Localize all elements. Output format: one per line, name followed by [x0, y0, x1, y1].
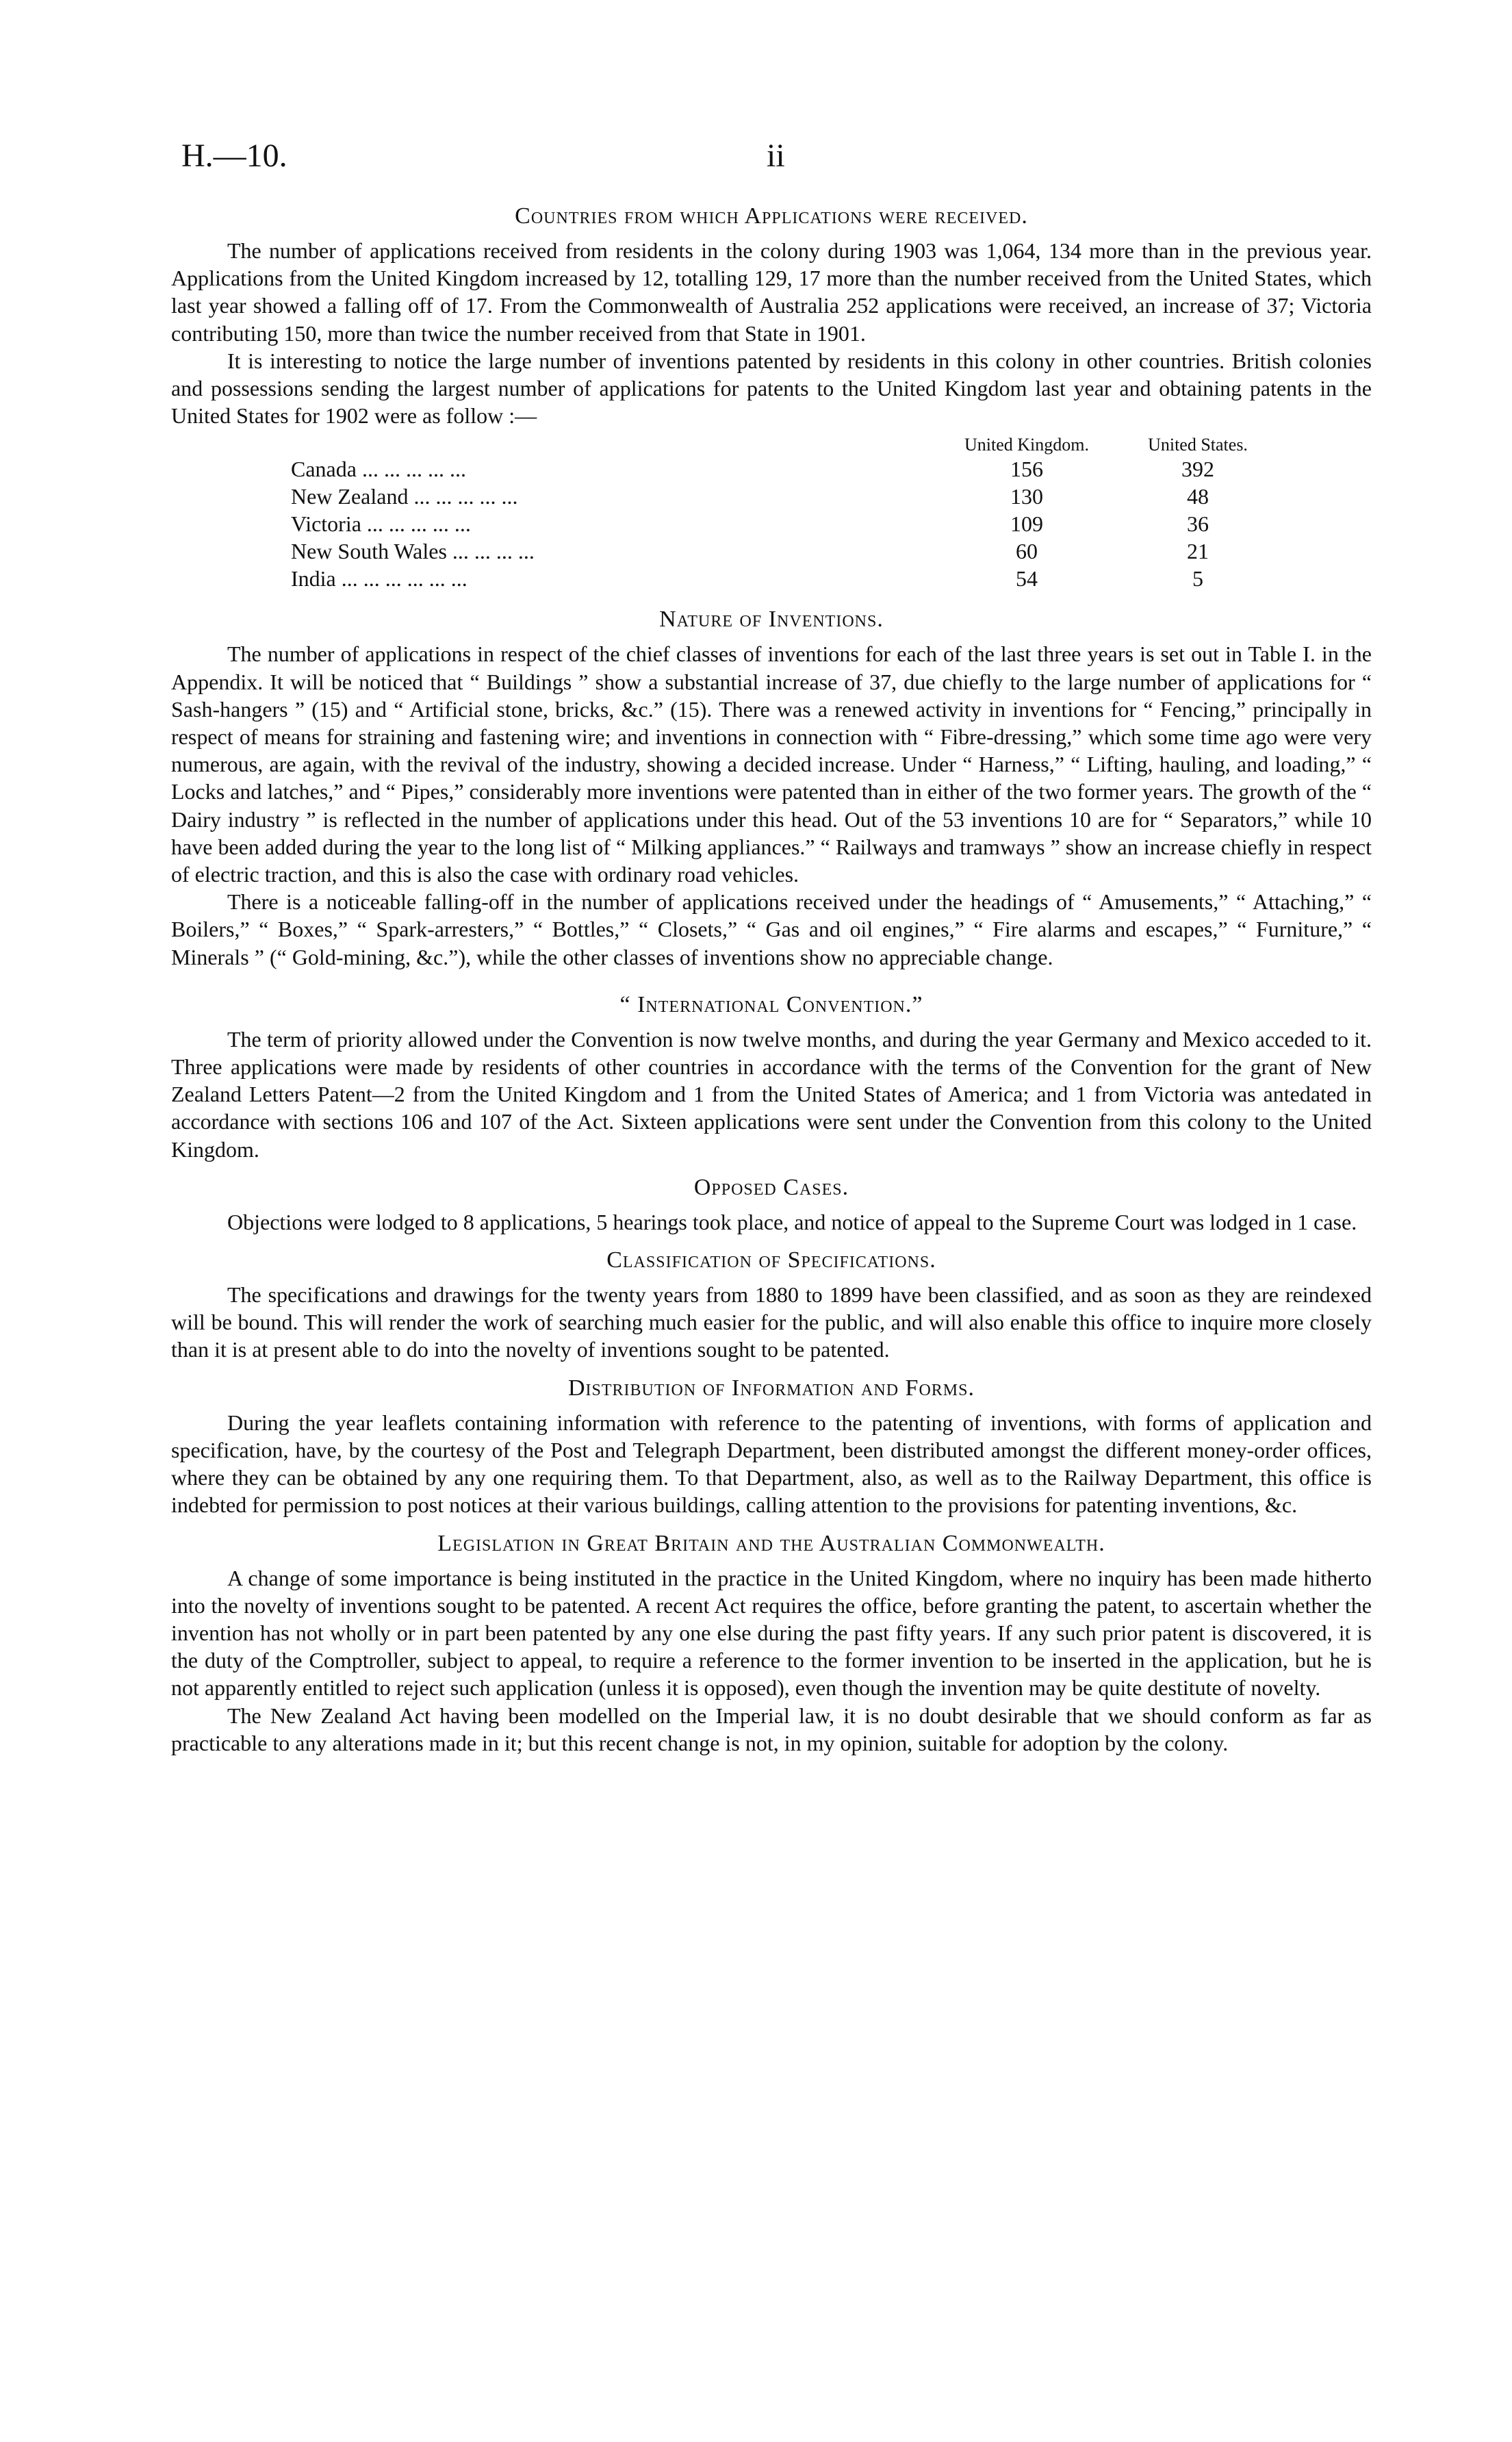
section-nature-of-inventions	[171, 606, 1372, 970]
section-classification	[171, 1247, 1372, 1364]
page-number: ii	[767, 138, 785, 174]
section-heading: Nature of Inventions.	[659, 607, 884, 633]
section-opposed-cases	[171, 1174, 1372, 1236]
table-row	[291, 510, 1283, 537]
us-count: 21	[1187, 539, 1209, 564]
running-head	[171, 137, 1372, 192]
colonies-table	[171, 435, 1372, 592]
paragraph: During the year leaflets containing information with reference to the patenting of inventions, with forms of application and specification, have, by the courtesy of the Post and Telegraph Department, been distributed amongst the different money-order offices, where they can be obtained by any one requiring them. To that Department, also, as well as to the Railway Department, this office is indebted for permission to post notices at their various buildings, calling attention to the provisions for patenting inventions, &c.	[171, 1410, 1372, 1518]
column-header-us: United States.	[1148, 435, 1248, 455]
paragraph: The term of priority allowed under the Convention is now twelve months, and during the year Germany and Mexico acceded to it. Three applications were made by residents of other countries in accordance with the terms of the Convention for the grant of New Zealand Letters Patent—2 from the United Kingdom and 1 from the United States of America; and 1 from Victoria was antedated in accordance with sections 106 and 107 of the Act. Sixteen applications were sent under the Convention from this colony to the United Kingdom.	[171, 1026, 1372, 1162]
uk-count: 109	[1010, 511, 1043, 537]
section-heading: Opposed Cases.	[693, 1174, 849, 1200]
colony-name: New South Wales	[291, 539, 447, 564]
section-heading: “ International Convention.”	[619, 991, 923, 1017]
paragraph: There is a noticeable falling-off in the number of applications received under the headings of “ Amusements,” “ Attaching,” “ Boilers,” “ Boxes,” “ Spark-arresters,” “ Bottles,” “ Closets,” “ Gas and oil engines,” “ Fire alarms and escapes,” “ Furniture,” “ Minerals ” (“ Gold-mining, &c.”), while the other classes of inventions show no appreciable change.	[171, 889, 1372, 969]
colony-name: India	[291, 566, 336, 592]
colony-name: New Zealand	[291, 484, 409, 509]
paragraph: Objections were lodged to 8 applications, 5 hearings took place, and notice of appeal to the Supreme Court was lodged in 1 case.	[227, 1209, 1357, 1234]
uk-count: 130	[1010, 484, 1043, 509]
paragraph: It is interesting to notice the large number of inventions patented by residents in this colony in other countries. British colonies and possessions sending the largest number of applications for patents to the United Kingdom last year and obtaining patents in the United States for 1902 were as follow :—	[171, 348, 1372, 429]
section-heading: Distribution of Information and Forms.	[568, 1375, 975, 1401]
section-heading: Countries from which Applications were received.	[515, 203, 1028, 229]
us-count: 392	[1181, 457, 1214, 482]
paragraph: The specifications and drawings for the twenty years from 1880 to 1899 have been classified, and as soon as they are reindexed will be bound. This will render the work of searching much easier for the public, and will also enable this office to inquire more closely than it is at present able to do into the novelty of inventions sought to be patented.	[171, 1282, 1372, 1362]
paragraph: The number of applications received from residents in the colony during 1903 was 1,064, 134 more than in the previous year. Applications from the United Kingdom increased by 12, totalling 129, 17 more than the number received from the United States, which last year showed a falling off of 17. From the Commonwealth of Australia 252 applications were received, an increase of 37; Victoria contributing 150, more than twice the number received from that State in 1901.	[171, 238, 1372, 346]
table-row	[291, 565, 1283, 592]
leader-dots: ... ... ... ... ... ...	[335, 566, 467, 592]
uk-count: 54	[1016, 566, 1038, 592]
uk-count: 156	[1010, 457, 1043, 482]
table-row	[291, 537, 1283, 565]
section-heading: Legislation in Great Britain and the Australian Commonwealth.	[437, 1530, 1105, 1556]
us-count: 36	[1187, 511, 1209, 537]
paragraph: A change of some importance is being instituted in the practice in the United Kingdom, where no inquiry has been made hitherto into the novelty of inventions sought to be patented. A recent Act requires the office, before granting the patent, to ascertain whether the invention has not wholly or in part been patented by any one else during the past fifty years. If any such prior patent is discovered, it is the duty of the Comptroller, subject to appeal, to require a reference to the former invention to be inserted in the application, but he is not apparently entitled to reject such application (unless it is opposed), even though the invention may be quite destitute of novelty.	[171, 1565, 1372, 1701]
document-reference: H.—10.	[181, 138, 287, 174]
paragraph: The number of applications in respect of the chief classes of inventions for each of the last three years is set out in Table I. in the Appendix. It will be noticed that “ Buildings ” show a substantial increase of 37, due chiefly to the large number of applications for “ Sash-hangers ” (15) and “ Artificial stone, bricks, &c.” (15). There was a renewed activity in inventions for “ Fencing,” principally in respect of means for straining and fastening wire; and inventions in connection with “ Fibre-dressing,” which some time ago were very numerous, are again, with the revival of the industry, showing a decided increase. Under “ Harness,” “ Lifting, hauling, and loading,” “ Locks and latches,” and “ Pipes,” considerably more inventions were patented than in either of the two former years. The growth of the “ Dairy industry ” is reflected in the number of applications under this head. Out of the 53 inventions 10 are for “ Separators,” while 10 have been added during the year to the long list of “ Milking appliances.” “ Railways and tramways ” show an increase chiefly in respect of electric traction, and this is also the case with ordinary road vehicles.	[171, 641, 1372, 887]
colony-name: Victoria	[291, 511, 361, 537]
section-international-convention	[171, 991, 1372, 1163]
us-count: 48	[1187, 484, 1209, 509]
section-countries	[171, 203, 1372, 592]
section-distribution	[171, 1375, 1372, 1519]
section-heading: Classification of Specifications.	[606, 1247, 936, 1273]
leader-dots: ... ... ... ... ...	[356, 457, 466, 482]
column-header-uk: United Kingdom.	[964, 435, 1089, 455]
section-legislation	[171, 1530, 1372, 1757]
colony-name: Canada	[291, 457, 357, 482]
leader-dots: ... ... ... ... ...	[408, 484, 518, 509]
us-count: 5	[1192, 566, 1203, 592]
uk-count: 60	[1016, 539, 1038, 564]
paragraph: The New Zealand Act having been modelled on the Imperial law, it is no doubt desirable that we should conform as far as practicable to any alterations made in it; but this recent change is not, in my opinion, suitable for adoption by the colony.	[171, 1703, 1372, 1755]
leader-dots: ... ... ... ... ...	[361, 511, 471, 537]
leader-dots: ... ... ... ...	[446, 539, 535, 564]
table-row	[291, 483, 1283, 510]
table-row	[291, 455, 1283, 483]
